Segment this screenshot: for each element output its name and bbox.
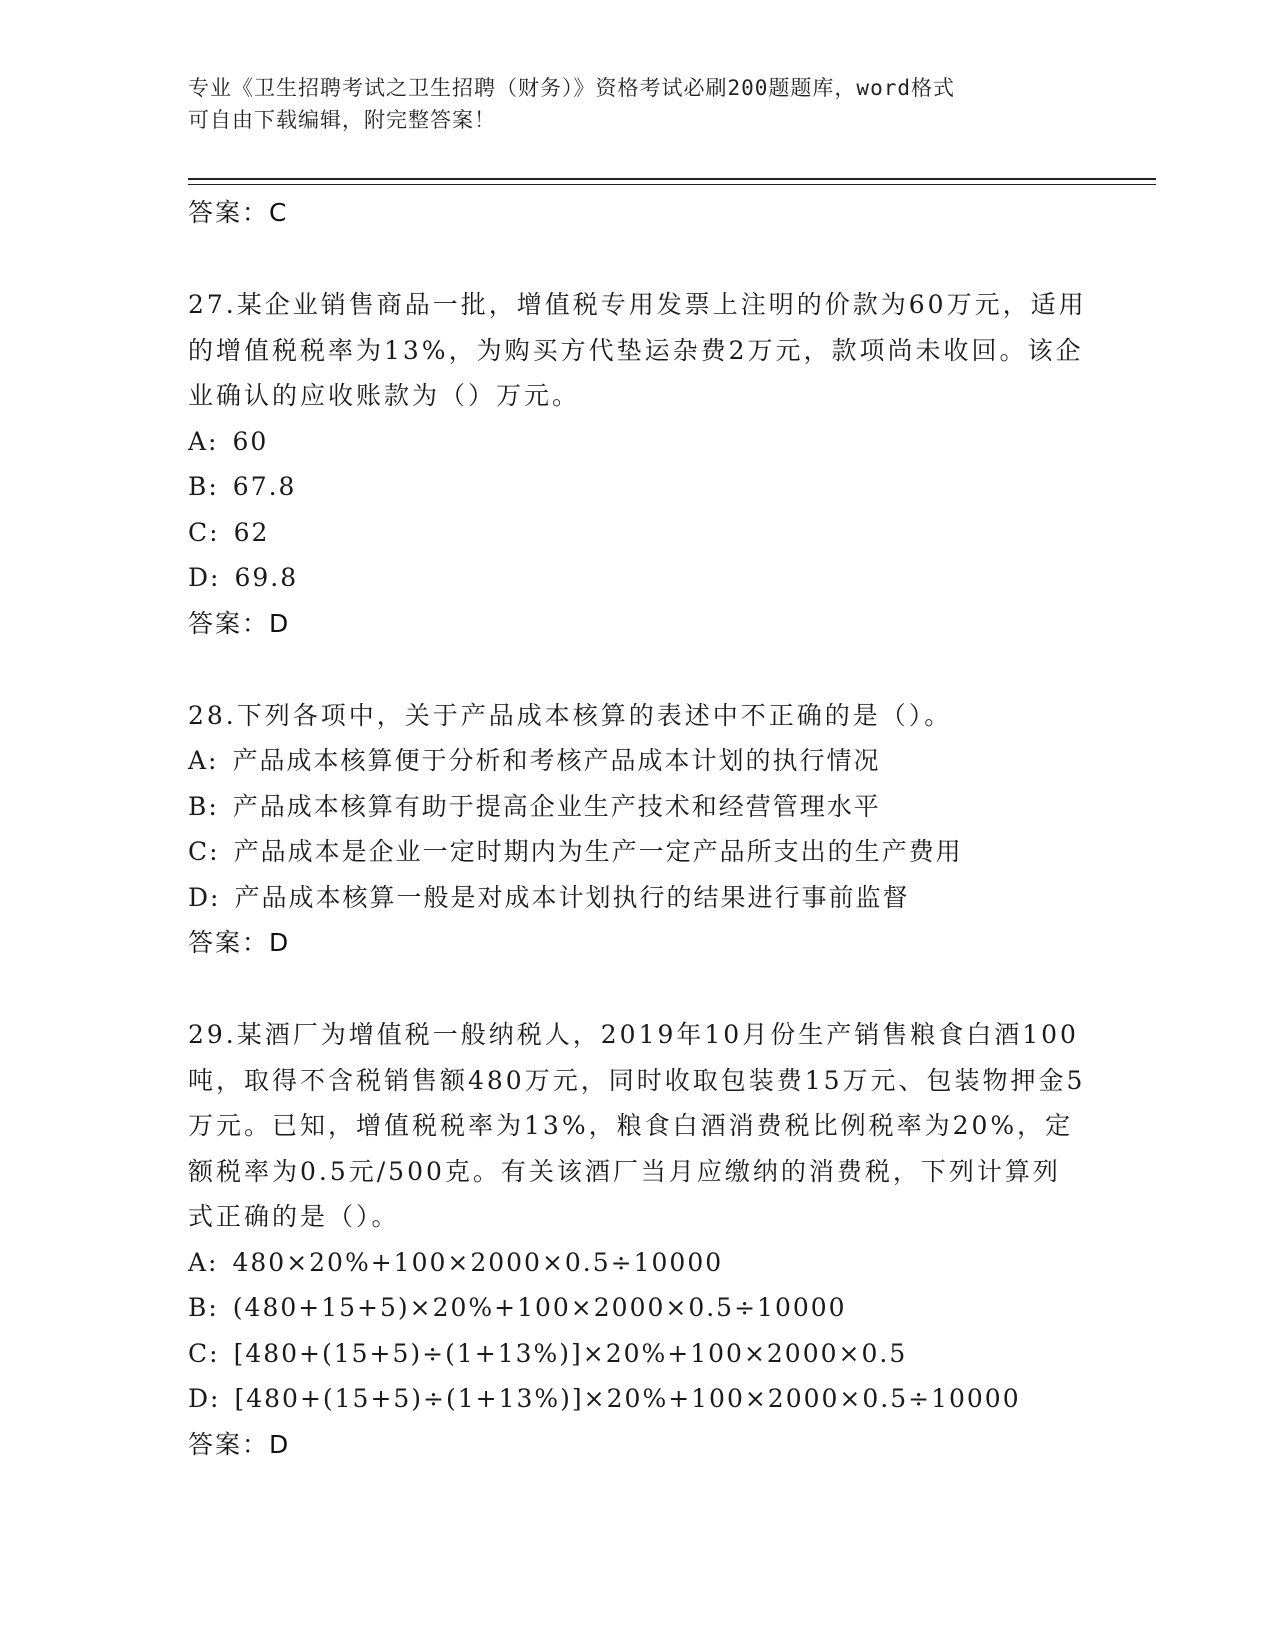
question-29-option-d <box>188 1376 1088 1422</box>
question-28-option-c <box>188 829 1088 875</box>
option-label: A: <box>188 746 219 775</box>
option-text: 产品成本是企业一定时期内为生产一定产品所支出的生产费用 <box>233 837 963 866</box>
option-text: 67.8 <box>232 472 297 501</box>
header-line-1: 专业《卫生招聘考试之卫生招聘（财务）》资格考试必刷200题题库，word格式 <box>188 76 955 100</box>
option-label: D: <box>188 1384 221 1413</box>
question-28-option-d <box>188 875 1088 921</box>
option-label: D: <box>188 882 221 912</box>
option-text: 产品成本核算一般是对成本计划执行的结果进行事前监督 <box>234 882 910 912</box>
option-text: 产品成本核算有助于提高企业生产技术和经营管理水平 <box>232 791 881 821</box>
option-text: [480+(15+5)÷(1+13%)]×20%+100×2000×0.5 <box>233 1338 908 1368</box>
question-27-option-c <box>188 510 1088 556</box>
answer-q27: 答案：D <box>188 608 291 638</box>
question-28-stem: 28.下列各项中，关于产品成本核算的表述中不正确的是（）。 <box>188 700 953 730</box>
question-29-option-a <box>188 1240 1088 1286</box>
option-label: B: <box>188 791 219 821</box>
option-label: C: <box>188 1338 220 1368</box>
question-27-option-d <box>188 555 1088 601</box>
question-29 <box>188 1012 1088 1468</box>
header-divider-thin <box>188 184 1156 185</box>
option-text: 69.8 <box>234 563 299 592</box>
document-body <box>188 190 1088 1468</box>
option-label: C: <box>188 517 220 547</box>
question-28 <box>188 693 1088 967</box>
question-29-stem: 29.某酒厂为增值税一般纳税人，2019年10月份生产销售粮食白酒100吨，取得不含税销售额480万元，同时收取包装费15万元、包装物押金5万元。已知，增值税税率为13%，粮食白酒消费税比例税率为20%，定额税率为0.5元/500克。有关该酒厂当月应缴纳的消费税，下列计算列式正确的是（）。 <box>188 1020 1086 1231</box>
question-27-option-b <box>188 464 1088 510</box>
option-text: 60 <box>232 426 269 456</box>
header-line-2: 可自由下载编辑，附完整答案！ <box>188 108 496 132</box>
option-label: B: <box>188 472 219 501</box>
option-label: A: <box>188 426 219 456</box>
answer-q26: 答案：C <box>188 198 289 227</box>
option-label: B: <box>188 1293 219 1322</box>
option-label: C: <box>188 837 220 866</box>
question-29-option-b <box>188 1285 1088 1331</box>
spacer <box>188 966 1088 1012</box>
option-text: 产品成本核算便于分析和考核产品成本计划的执行情况 <box>232 746 881 775</box>
option-text: 480×20%+100×2000×0.5÷10000 <box>232 1247 724 1277</box>
option-text: 62 <box>233 517 270 547</box>
option-text: (480+15+5)×20%+100×2000×0.5÷10000 <box>232 1293 847 1322</box>
question-27-option-a <box>188 419 1088 465</box>
answer-q28: 答案：D <box>188 928 291 957</box>
header-divider-thick <box>188 178 1156 180</box>
option-label: A: <box>188 1247 219 1277</box>
spacer <box>188 236 1088 282</box>
spacer <box>188 647 1088 693</box>
question-28-option-a <box>188 738 1088 784</box>
question-27 <box>188 282 1088 647</box>
question-28-option-b <box>188 784 1088 830</box>
question-29-option-c <box>188 1331 1088 1377</box>
document-header <box>188 72 1088 136</box>
answer-q29: 答案：D <box>188 1429 291 1459</box>
question-27-stem: 27.某企业销售商品一批，增值税专用发票上注明的价款为60万元，适用的增值税税率为13%，为购买方代垫运杂费2万元，款项尚未收回。该企业确认的应收账款为（）万元。 <box>188 290 1087 410</box>
option-text: [480+(15+5)÷(1+13%)]×20%+100×2000×0.5÷10000 <box>234 1384 1021 1413</box>
option-label: D: <box>188 563 221 592</box>
